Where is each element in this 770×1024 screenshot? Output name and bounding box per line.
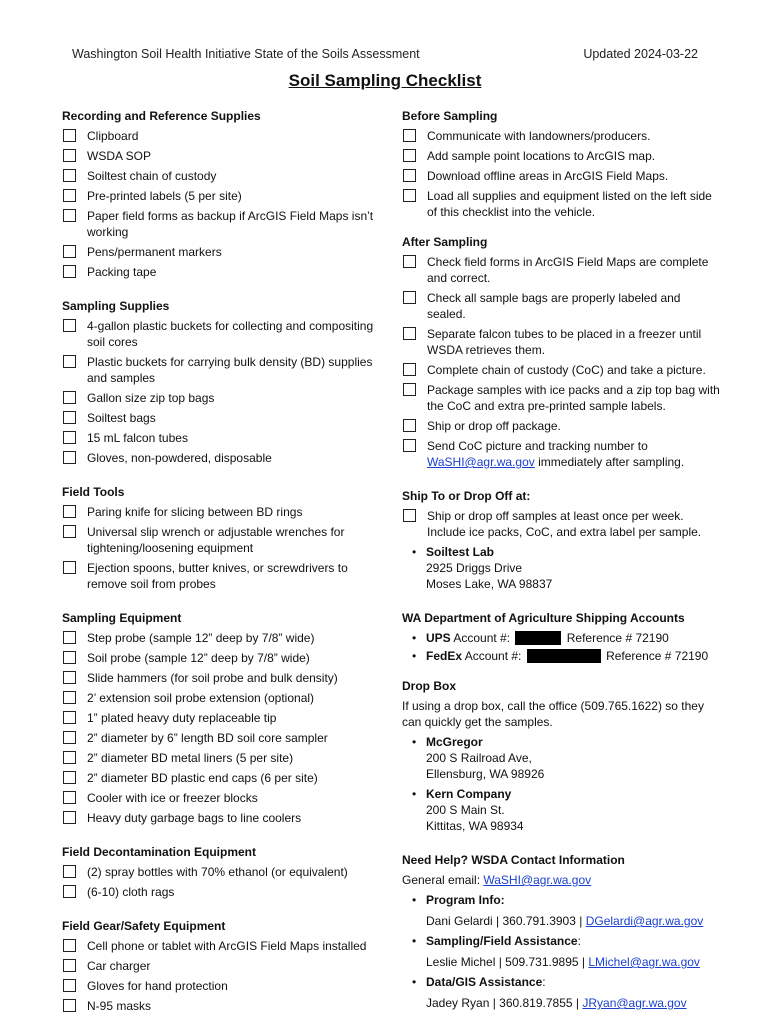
checklist-item	[402, 326, 722, 358]
checklist-item	[62, 128, 382, 144]
checkbox[interactable]	[403, 439, 416, 452]
checklist-item-label: Gallon size zip top bags	[87, 391, 215, 405]
checklist-item-label: Separate falcon tubes to be placed in a freezer until WSDA retrieves them.	[427, 327, 702, 357]
jryan-email-link[interactable]: JRyan@agr.wa.gov	[582, 996, 687, 1010]
checklist-item-label: Soiltest bags	[87, 411, 156, 425]
checklist-item	[62, 264, 382, 280]
bullet-icon: •	[412, 649, 417, 663]
checkbox[interactable]	[63, 885, 76, 898]
checklist-item	[62, 730, 382, 746]
checkbox[interactable]	[403, 129, 416, 142]
checklist-sampling-equipment	[62, 630, 382, 826]
checklist-field-tools	[62, 504, 382, 592]
checklist-item	[62, 188, 382, 204]
checklist-item-label: Check field forms in ArcGIS Field Maps are complete and correct.	[427, 255, 709, 285]
checklist-recording	[62, 128, 382, 280]
checklist-item-label: Pens/permanent markers	[87, 245, 222, 259]
checklist-item-label: Paring knife for slicing between BD rings	[87, 505, 303, 519]
checklist-item-label: Car charger	[87, 959, 151, 973]
lmichel-email-link[interactable]: LMichel@agr.wa.gov	[588, 955, 700, 969]
checkbox[interactable]	[63, 751, 76, 764]
checkbox[interactable]	[63, 355, 76, 368]
drop-box-text: If using a drop box, call the office (509.765.1622) so they can quickly get the samples.	[402, 699, 704, 729]
checklist-item-label: 2” diameter BD plastic end caps (6 per site)	[87, 771, 318, 785]
send-coc-text-end: immediately after sampling.	[534, 455, 685, 469]
checklist-item-label: Universal slip wrench or adjustable wrenches for tightening/loosening equipment	[87, 525, 345, 555]
checklist-item	[402, 418, 722, 434]
section-heading-field-tools: Field Tools	[62, 485, 125, 499]
checklist-item-label: Cell phone or tablet with ArcGIS Field Maps installed	[87, 939, 367, 953]
checklist-item-label: Complete chain of custody (CoC) and take a picture.	[427, 363, 706, 377]
checklist-gear-safety	[62, 938, 382, 1014]
checkbox[interactable]	[63, 189, 76, 202]
checklist-item	[62, 884, 382, 900]
checkbox[interactable]	[63, 561, 76, 574]
checklist-item-label: Package samples with ice packs and a zip top bag with the CoC and extra pre-printed sample labels.	[427, 383, 720, 413]
checklist-item	[62, 670, 382, 686]
section-heading-gear-safety: Field Gear/Safety Equipment	[62, 919, 226, 933]
dgelardi-email-link[interactable]: DGelardi@agr.wa.gov	[585, 914, 704, 928]
checkbox[interactable]	[63, 671, 76, 684]
checklist-item	[62, 168, 382, 184]
washi-email-link[interactable]: WaSHI@agr.wa.gov	[427, 455, 535, 469]
drop-box-kern-company: • Kern Company 200 S Main St. Kittitas, WA 98934	[412, 787, 524, 833]
checklist-item-label: (2) spray bottles with 70% ethanol (or equivalent)	[87, 865, 348, 879]
checklist-item-label: Soil probe (sample 12” deep by 7/8” wide)	[87, 651, 310, 665]
checkbox[interactable]	[403, 327, 416, 340]
checklist-item	[62, 790, 382, 806]
checklist-item-label: Pre-printed labels (5 per site)	[87, 189, 242, 203]
checkbox[interactable]	[403, 255, 416, 268]
fedex-account: • FedEx Account #: Reference # 72190	[412, 649, 709, 663]
checklist-item	[62, 450, 382, 466]
checklist-item-label: Step probe (sample 12” deep by 7/8” wide)	[87, 631, 315, 645]
lab-street: 2925 Driggs Drive	[426, 561, 523, 575]
send-coc-text: Send CoC picture and tracking number to	[427, 439, 648, 453]
checkbox[interactable]	[63, 319, 76, 332]
checklist-item-label: Paper field forms as backup if ArcGIS Field Maps isn’t working	[87, 209, 374, 239]
checklist-item	[62, 148, 382, 164]
checkbox[interactable]	[63, 691, 76, 704]
section-heading-sampling-supplies: Sampling Supplies	[62, 299, 170, 313]
checkbox[interactable]	[63, 771, 76, 784]
header-updated-date: Updated 2024-03-22	[583, 47, 698, 61]
section-heading-help: Need Help? WSDA Contact Information	[402, 853, 625, 867]
section-heading-shipping-accounts: WA Department of Agriculture Shipping Accounts	[402, 611, 685, 625]
checklist-item	[402, 128, 722, 144]
contact-data-gis: • Data/GIS Assistance: Jadey Ryan | 360.819.7855 | JRyan@agr.wa.gov	[412, 975, 687, 1010]
checkbox[interactable]	[63, 865, 76, 878]
checklist-item-label: Cooler with ice or freezer blocks	[87, 791, 258, 805]
contact-sampling-assistance: • Sampling/Field Assistance: Leslie Michel | 509.731.9895 | LMichel@agr.wa.gov	[412, 934, 700, 969]
checklist-item-label: Add sample point locations to ArcGIS map.	[427, 149, 656, 163]
checklist-item-label: Soiltest chain of custody	[87, 169, 217, 183]
checkbox[interactable]	[63, 939, 76, 952]
checklist-item-label: 2” diameter by 6” length BD soil core sampler	[87, 731, 328, 745]
contact-program-info: • Program Info: Dani Gelardi | 360.791.3903 | DGelardi@agr.wa.gov	[412, 893, 704, 928]
bullet-icon: •	[412, 735, 417, 749]
section-heading-ship-to: Ship To or Drop Off at:	[402, 489, 531, 503]
checkbox[interactable]	[63, 209, 76, 222]
checklist-item	[62, 504, 382, 520]
checklist-item-label: Gloves, non-powdered, disposable	[87, 451, 272, 465]
checklist-item-label: 1” plated heavy duty replaceable tip	[87, 711, 277, 725]
checkbox[interactable]	[403, 291, 416, 304]
section-heading-before-sampling: Before Sampling	[402, 109, 498, 123]
checklist-item	[62, 690, 382, 706]
checklist-item	[62, 560, 382, 592]
checkbox[interactable]	[63, 451, 76, 464]
checklist-item-label: Gloves for hand protection	[87, 979, 228, 993]
checklist-item	[62, 650, 382, 666]
checklist-item-label: Download offline areas in ArcGIS Field Maps.	[427, 169, 669, 183]
checklist-item	[402, 148, 722, 164]
checklist-item	[62, 318, 382, 350]
general-email: General email: WaSHI@agr.wa.gov	[402, 873, 592, 887]
bullet-icon: •	[412, 893, 417, 907]
checklist-item-label: Ship or drop off package.	[427, 419, 561, 433]
checklist-item	[402, 382, 722, 414]
checklist-item-label: Communicate with landowners/producers.	[427, 129, 651, 143]
left-column	[62, 108, 382, 1018]
checklist-item	[62, 750, 382, 766]
checklist-after-sampling	[402, 254, 722, 434]
checkbox[interactable]	[63, 999, 76, 1012]
checklist-item	[402, 362, 722, 378]
soiltest-lab-address	[412, 544, 722, 592]
checklist-item-label: Slide hammers (for soil probe and bulk density)	[87, 671, 338, 685]
checkbox[interactable]	[63, 169, 76, 182]
checklist-item	[62, 978, 382, 994]
checklist-item	[62, 430, 382, 446]
checkbox[interactable]	[63, 149, 76, 162]
bullet-icon: •	[412, 787, 417, 801]
checklist-item	[62, 354, 382, 386]
checklist-item	[62, 710, 382, 726]
checkbox[interactable]	[403, 509, 416, 522]
general-email-link[interactable]: WaSHI@agr.wa.gov	[483, 873, 592, 887]
checkbox[interactable]	[403, 169, 416, 182]
checklist-item	[402, 188, 722, 220]
checklist-item-label: 2’ extension soil probe extension (optional)	[87, 691, 315, 705]
checkbox[interactable]	[403, 149, 416, 162]
right-column	[402, 108, 722, 1015]
bullet-icon: •	[412, 934, 417, 948]
checkbox[interactable]	[403, 189, 416, 202]
checklist-item	[62, 524, 382, 556]
checklist-item-label: Packing tape	[87, 265, 157, 279]
checkbox[interactable]	[63, 129, 76, 142]
checklist-item-label: Load all supplies and equipment listed on the left side of this checklist into the vehicle.	[427, 189, 712, 219]
checklist-before-sampling	[402, 128, 722, 220]
checklist-item	[402, 290, 722, 322]
checklist-item-label: Ejection spoons, butter knives, or screwdrivers to remove soil from probes	[87, 561, 348, 591]
checkbox[interactable]	[403, 363, 416, 376]
checkbox[interactable]	[63, 711, 76, 724]
checklist-item	[402, 168, 722, 184]
checklist-item-label: 2” diameter BD metal liners (5 per site)	[87, 751, 294, 765]
checklist-item	[62, 390, 382, 406]
section-heading-drop-box: Drop Box	[402, 679, 456, 693]
redacted-account-number	[515, 631, 561, 645]
checklist-item	[62, 810, 382, 826]
checkbox[interactable]	[63, 505, 76, 518]
checkbox[interactable]	[63, 811, 76, 824]
checkbox[interactable]	[63, 411, 76, 424]
checklist-item	[402, 508, 722, 540]
section-heading-decontamination: Field Decontamination Equipment	[62, 845, 257, 859]
checkbox[interactable]	[63, 245, 76, 258]
redacted-account-number	[527, 649, 601, 663]
checklist-item	[62, 998, 382, 1014]
checkbox[interactable]	[403, 383, 416, 396]
checkbox[interactable]	[63, 979, 76, 992]
checkbox[interactable]	[403, 419, 416, 432]
checklist-item	[62, 410, 382, 426]
drop-box-mcgregor: • McGregor 200 S Railroad Ave, Ellensburg, WA 98926	[412, 735, 545, 781]
checkbox[interactable]	[63, 791, 76, 804]
checklist-item	[62, 244, 382, 260]
checkbox[interactable]	[63, 651, 76, 664]
checkbox[interactable]	[63, 731, 76, 744]
checkbox[interactable]	[63, 525, 76, 538]
checklist-item	[62, 208, 382, 240]
checklist-item-label: (6-10) cloth rags	[87, 885, 175, 899]
page-title: Soil Sampling Checklist	[288, 71, 482, 90]
section-heading-after-sampling: After Sampling	[402, 235, 488, 249]
checklist-sampling-supplies	[62, 318, 382, 466]
checkbox[interactable]	[63, 431, 76, 444]
checklist-item-label: 15 mL falcon tubes	[87, 431, 188, 445]
header-org: Washington Soil Health Initiative State of the Soils Assessment	[72, 47, 420, 61]
bullet-icon: •	[412, 975, 417, 989]
checklist-item	[62, 958, 382, 974]
checklist-item-label: Check all sample bags are properly labeled and sealed.	[427, 291, 681, 321]
ups-account: • UPS Account #: Reference # 72190	[412, 631, 669, 645]
checklist-item-label: Heavy duty garbage bags to line coolers	[87, 811, 302, 825]
checklist-item-label: WSDA SOP	[87, 149, 152, 163]
checklist-decontamination	[62, 864, 382, 900]
checklist-item-label: Plastic buckets for carrying bulk density (BD) supplies and samples	[87, 355, 373, 385]
checkbox[interactable]	[63, 959, 76, 972]
checklist-item	[62, 864, 382, 880]
checklist-item	[402, 254, 722, 286]
lab-city: Moses Lake, WA 98837	[426, 577, 553, 591]
ship-instruction: Ship or drop off samples at least once per week. Include ice packs, CoC, and extra label per sample.	[427, 509, 702, 539]
checkbox[interactable]	[63, 631, 76, 644]
section-heading-sampling-equipment: Sampling Equipment	[62, 611, 182, 625]
bullet-icon: •	[412, 545, 417, 559]
checklist-item-label: Clipboard	[87, 129, 139, 143]
checkbox[interactable]	[63, 265, 76, 278]
checklist-item	[62, 938, 382, 954]
checklist-item-label: 4-gallon plastic buckets for collecting and compositing soil cores	[87, 319, 374, 349]
checkbox[interactable]	[63, 391, 76, 404]
bullet-icon: •	[412, 631, 417, 645]
lab-name: Soiltest Lab	[426, 545, 495, 559]
checklist-item	[62, 770, 382, 786]
checklist-item	[62, 630, 382, 646]
checklist-item	[402, 438, 722, 470]
section-heading-recording: Recording and Reference Supplies	[62, 109, 261, 123]
checklist-item-label: N-95 masks	[87, 999, 152, 1013]
